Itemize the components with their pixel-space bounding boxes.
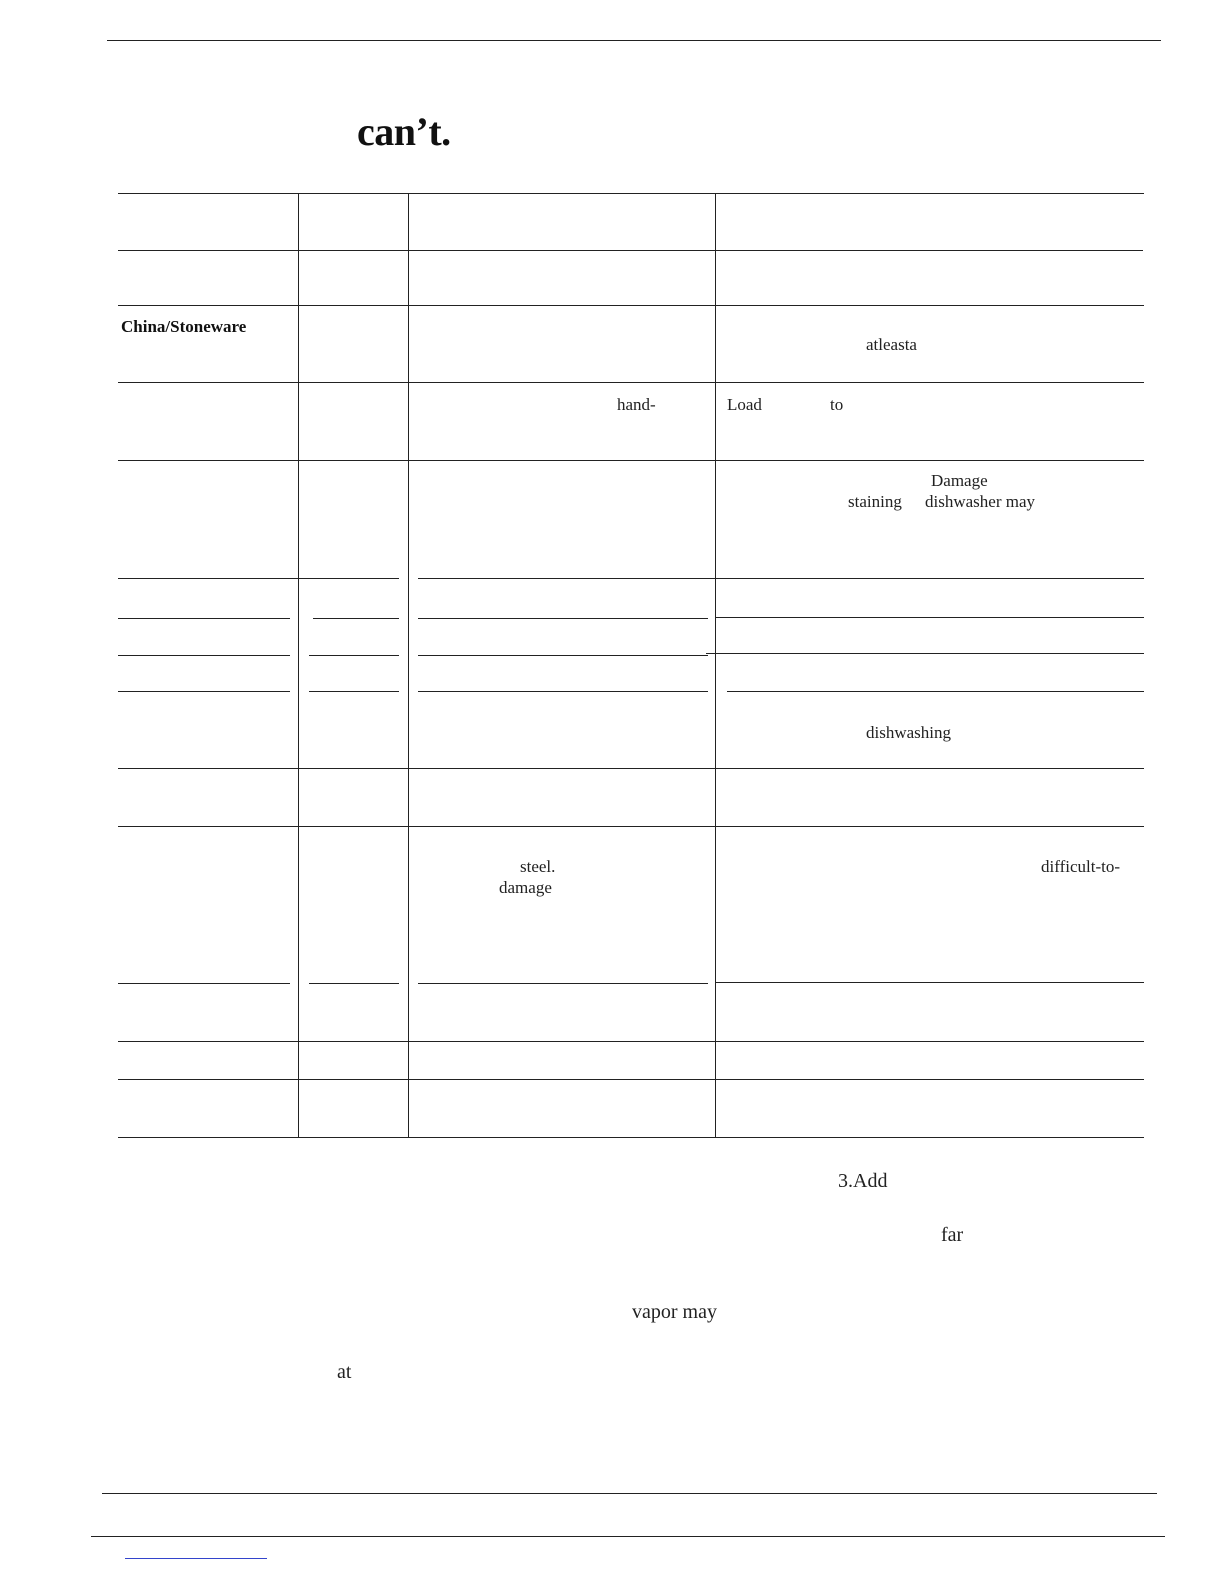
cell-fragment-load: Load (727, 395, 762, 414)
text-fragment-far: far (941, 1224, 964, 1246)
cell-fragment-dishwashing: dishwashing (866, 723, 951, 742)
cell-fragment-to: to (830, 395, 844, 414)
cell-fragment-steel: steel. (520, 857, 556, 876)
table-rule (118, 618, 290, 619)
step-3-add: 3.Add (838, 1170, 888, 1192)
table-col-divider-2 (408, 194, 409, 1138)
table-rule (309, 983, 399, 984)
table-rule (706, 653, 1144, 654)
table-rule (418, 618, 708, 619)
cell-fragment-atleasta: atleasta (866, 335, 917, 354)
bottom-rule-1 (102, 1493, 1157, 1494)
cell-fragment-hand: hand- (617, 395, 656, 414)
table-rule (418, 578, 1144, 579)
text-fragment-at: at (337, 1361, 352, 1383)
table-col-divider-1 (298, 194, 299, 1138)
table-rule (418, 655, 708, 656)
cell-fragment-staining: staining (848, 492, 902, 511)
page-heading: can’t. (357, 109, 451, 154)
text-fragment-vapor-may: vapor may (632, 1301, 717, 1323)
table-top-rule (118, 193, 1144, 194)
table-rule (118, 691, 290, 692)
table-rule (309, 655, 399, 656)
table-rule (118, 305, 1144, 306)
table-rule (118, 768, 1144, 769)
table-rule (118, 1079, 1144, 1080)
table-rule (716, 617, 1144, 618)
table-rule (716, 982, 1144, 983)
table-rule (309, 691, 399, 692)
table-rule (118, 578, 399, 579)
link-underline[interactable] (125, 1558, 267, 1559)
table-rule (118, 382, 1144, 383)
bottom-rule-2 (91, 1536, 1165, 1537)
row-label-china-stoneware: China/Stoneware (121, 317, 247, 336)
cell-fragment-damage-cap: Damage (931, 471, 988, 490)
table-rule (727, 691, 1144, 692)
table-rule (313, 618, 399, 619)
table-rule (118, 826, 1144, 827)
top-rule (107, 40, 1161, 41)
cell-fragment-difficult-to: difficult-to- (1041, 857, 1120, 876)
table-bottom-rule (118, 1137, 1144, 1138)
table-rule (118, 460, 1144, 461)
table-rule (118, 1041, 1144, 1042)
table-rule (118, 655, 290, 656)
table-rule (706, 250, 1143, 251)
table-col-divider-3 (715, 194, 716, 1138)
cell-fragment-damage: damage (499, 878, 552, 897)
table-rule (418, 691, 708, 692)
table-rule (118, 250, 708, 251)
cell-fragment-dishwasher-may: dishwasher may (925, 492, 1036, 511)
table-rule (418, 983, 708, 984)
table-rule (118, 983, 290, 984)
